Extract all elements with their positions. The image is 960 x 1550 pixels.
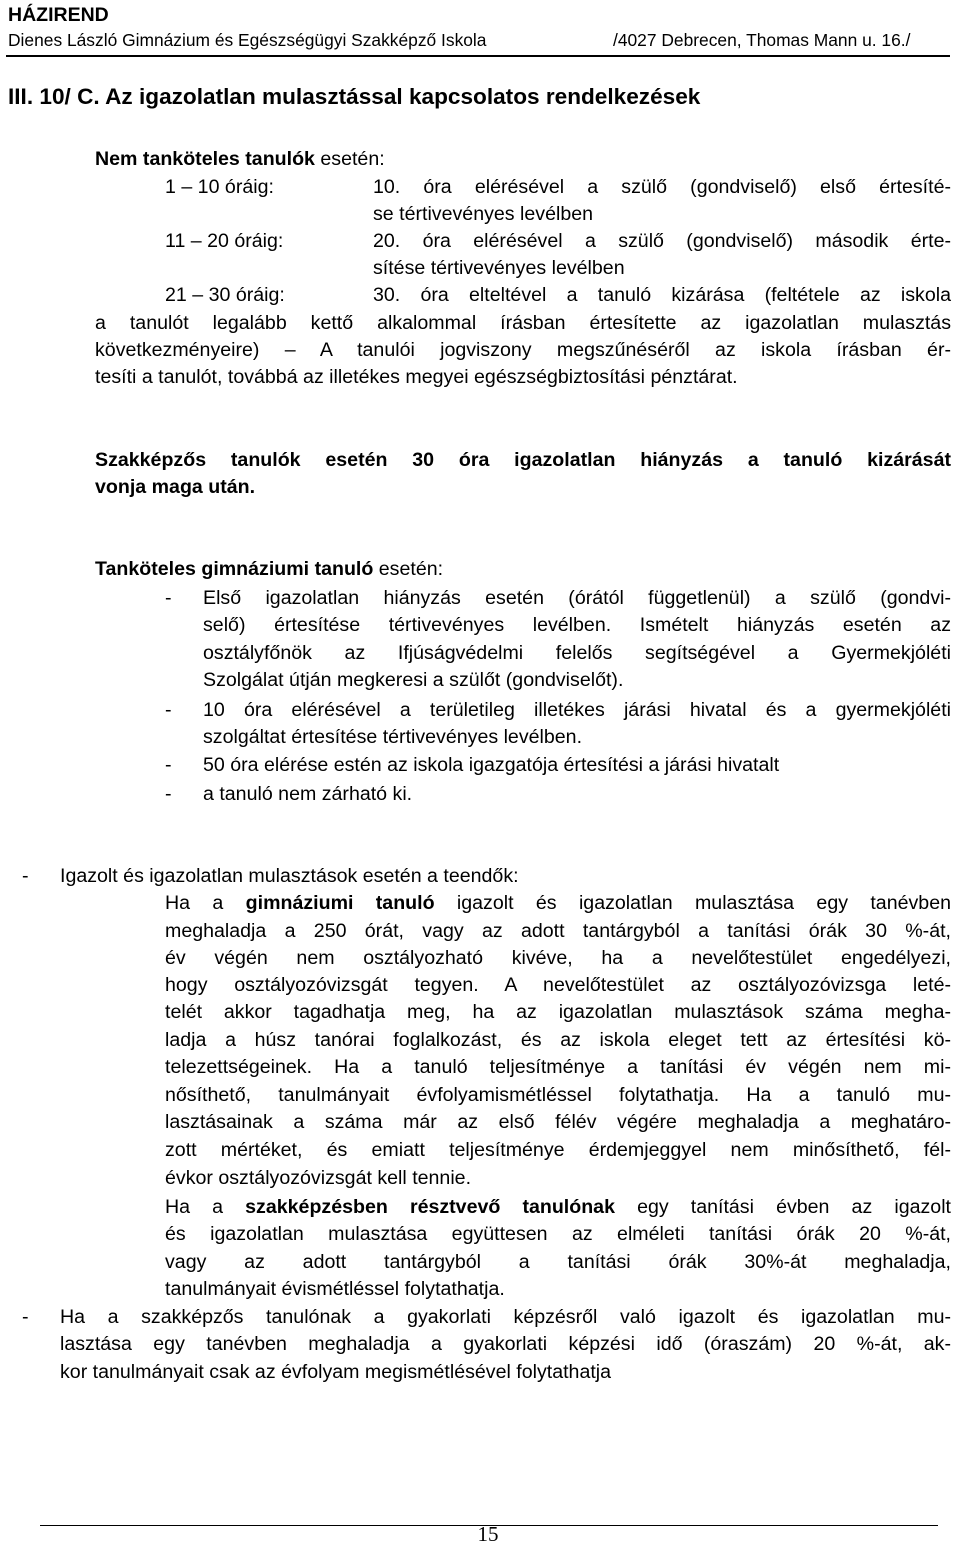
list-dash: -	[165, 699, 172, 721]
non-compulsory-heading	[95, 146, 385, 174]
paragraph-line: nősíthető, tanulmányait évfolyamismétléssel folytathatja. Ha a tanuló mu-	[165, 1084, 951, 1106]
paragraph-line: év végén nem osztályozható kivéve, ha a nevelőtestület engedélyezi,	[165, 947, 951, 969]
list-item-line: Szolgálat útján megkeresi a szülőt (gondviselőt).	[203, 669, 624, 691]
list-item-line: 50 óra elérése estén az iskola igazgatója értesítési a járási hivatalt	[203, 754, 780, 776]
non-compulsory-heading-rest: esetén:	[314, 148, 385, 170]
text-prefix: Ha a	[165, 1196, 246, 1218]
paragraph-line: Ha a szakképzős tanulónak a gyakorlati képzésről való igazolt és igazolatlan mu-	[60, 1306, 951, 1328]
paragraph-line: telezettségeinek. Ha a tanuló teljesítménye a tanítási év végén nem mi-	[165, 1056, 951, 1078]
continuation-line: tesíti a tanulót, továbbá az illetékes megyei egészségbiztosítási pénztárat.	[95, 366, 738, 388]
bold-phrase: szakképzésben résztvevő tanulónak	[245, 1196, 615, 1218]
paragraph-line: lasztása egy tanévben meghaladja a gyakorlati képzési idő (óraszám) 20 %-át, ak-	[60, 1333, 951, 1355]
list-dash: -	[165, 587, 172, 609]
paragraph-line: zott mértéket, és emiatt teljesítménye érdemjeggyel nem minősíthető, fél-	[165, 1139, 951, 1161]
tasks-para2-first-line	[165, 1194, 951, 1222]
list-item-line: selő) értesítése tértivevényes levélben. Ismételt hiányzás esetén az	[203, 614, 951, 636]
paragraph-line: hogy osztályozóvizsgát tegyen. A nevelőtestület az osztályozóvizsga leté-	[165, 974, 951, 996]
paragraph-line: évkor osztályozóvizsgát kell tennie.	[165, 1167, 472, 1189]
vocational-note: Szakképzős tanulók esetén 30 óra igazolatlan hiányzás a tanuló kizárását	[95, 449, 951, 471]
rule-range: 11 – 20 óráig:	[165, 230, 284, 252]
rule-range: 21 – 30 óráig:	[165, 284, 285, 306]
text-rest: igazolt és igazolatlan mulasztása egy tanévben	[434, 892, 951, 914]
rule-range: 1 – 10 óráig:	[165, 176, 274, 198]
list-dash: -	[22, 1306, 29, 1328]
rule-text: sítése tértivevényes levélben	[373, 257, 625, 279]
vocational-note: vonja maga után.	[95, 476, 256, 498]
continuation-line: következményeire) – A tanulói jogviszony megszűnéséről az iskola írásban ér-	[95, 339, 951, 361]
paragraph-line: lasztásainak a száma már az első félév végére meghaladja a meghatáro-	[165, 1111, 951, 1133]
header-address: /4027 Debrecen, Thomas Mann u. 16./	[613, 30, 911, 50]
non-compulsory-heading-bold: Nem tanköteles tanulók	[95, 148, 315, 170]
compulsory-heading-bold: Tanköteles gimnáziumi tanuló	[95, 558, 374, 580]
paragraph-line: ladja a húsz tanórai foglalkozást, és az iskola eleget tett az értesítési kö-	[165, 1029, 951, 1051]
rule-text: 20. óra elérésével a szülő (gondviselő) második érte-	[373, 230, 951, 252]
tasks-heading: Igazolt és igazolatlan mulasztások esetén a teendők:	[60, 865, 519, 887]
list-dash: -	[22, 865, 29, 887]
tasks-para1-first-line	[165, 890, 951, 918]
list-item-line: osztályfőnök az Ifjúságvédelmi felelős segítségével a Gyermekjóléti	[203, 642, 951, 664]
list-item-line: Első igazolatlan hiányzás esetén (órától függetlenül) a szülő (gondvi-	[203, 587, 951, 609]
page-number: 15	[477, 1522, 499, 1546]
header-school-name: Dienes László Gimnázium és Egészségügyi Szakképző Iskola	[8, 30, 487, 50]
list-item-line: 10 óra elérésével a területileg illetékes járási hivatal és a gyermekjóléti	[203, 699, 951, 721]
compulsory-heading	[95, 556, 443, 584]
list-dash: -	[165, 754, 172, 776]
rule-text: 30. óra elteltével a tanuló kizárása (feltétele az iskola	[373, 284, 951, 306]
rule-text: se tértivevényes levélben	[373, 203, 594, 225]
list-item-line: a tanuló nem zárható ki.	[203, 783, 413, 805]
header-title: HÁZIREND	[8, 4, 109, 26]
bold-phrase: gimnáziumi tanuló	[245, 892, 435, 914]
text-rest: egy tanítási évben az igazolt	[614, 1196, 951, 1218]
list-item-line: szolgáltat értesítése tértivevényes levélben.	[203, 726, 583, 748]
continuation-line: a tanulót legalább kettő alkalommal írásban értesítette az igazolatlan mulasztás	[95, 312, 951, 334]
header-divider	[6, 55, 950, 57]
paragraph-line: kor tanulmányait csak az évfolyam megismétlésével folytathatja	[60, 1361, 612, 1383]
text-prefix: Ha a	[165, 892, 246, 914]
paragraph-line: meghaladja a 250 órát, vagy az adott tantárgyból a tanítási órák 30 %-át,	[165, 920, 951, 942]
paragraph-line: telét akkor tagadhatja meg, ha az igazolatlan mulasztások száma megha-	[165, 1001, 951, 1023]
paragraph-line: és igazolatlan mulasztása együttesen az elméleti tanítási órák 20 %-át,	[165, 1223, 951, 1245]
section-title: III. 10/ C. Az igazolatlan mulasztással kapcsolatos rendelkezések	[8, 84, 701, 109]
rule-text: 10. óra elérésével a szülő (gondviselő) első értesíté-	[373, 176, 951, 198]
compulsory-heading-rest: esetén:	[373, 558, 444, 580]
paragraph-line: tanulmányait évismétléssel folytathatja.	[165, 1278, 505, 1300]
paragraph-line: vagy az adott tantárgyból a tanítási órák 30%-át meghaladja,	[165, 1251, 951, 1273]
list-dash: -	[165, 783, 172, 805]
